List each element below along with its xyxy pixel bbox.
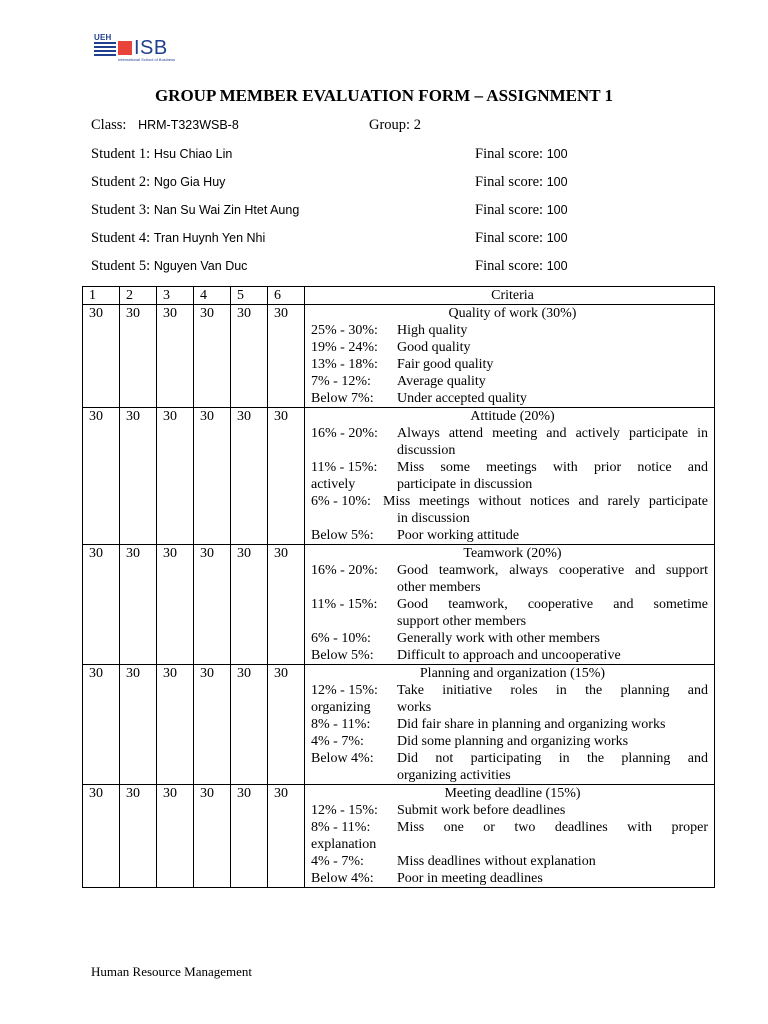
criteria-band xyxy=(311,819,714,836)
band-description-wrap: participate in discussion xyxy=(397,477,533,492)
criteria-band xyxy=(311,716,714,733)
criteria-title: Teamwork (20%) xyxy=(463,546,562,561)
band-description: Under accepted quality xyxy=(397,391,527,406)
score-value: 100 xyxy=(546,147,568,161)
student-label: Student 3: xyxy=(91,202,151,218)
criteria-cell xyxy=(305,665,715,785)
student-row xyxy=(91,230,265,247)
table-row xyxy=(83,785,715,888)
student-label: Student 5: xyxy=(91,258,151,274)
criteria-title: Planning and organization (15%) xyxy=(419,666,606,681)
group-value: 2 xyxy=(413,117,421,133)
class-label: Class: xyxy=(91,117,127,133)
score-cell: 30 xyxy=(268,305,305,408)
criteria-band xyxy=(311,682,714,699)
criteria-band xyxy=(311,425,714,442)
isb-logo-subtitle: International School of Business xyxy=(118,57,176,62)
score-cell: 30 xyxy=(120,545,157,665)
band-description: Poor working attitude xyxy=(397,528,520,543)
student-name: Nguyen Van Duc xyxy=(153,259,248,273)
student-row xyxy=(91,258,247,275)
band-range: 11% - 15%: xyxy=(311,597,378,612)
band-range: 19% - 24%: xyxy=(311,340,378,355)
score-cell: 30 xyxy=(231,545,268,665)
form-title: GROUP MEMBER EVALUATION FORM – ASSIGNMENT 1 xyxy=(154,86,614,105)
band-description: Did fair share in planning and organizing works xyxy=(397,717,666,732)
criteria-title: Meeting deadline (15%) xyxy=(444,786,581,801)
band-description-wrap: in discussion xyxy=(397,511,470,526)
criteria-band xyxy=(311,322,714,339)
score-cell: 30 xyxy=(120,408,157,545)
student-score xyxy=(475,174,568,191)
ueh-logo-lines xyxy=(94,42,116,58)
group-label: Group: xyxy=(369,117,411,133)
band-description: Submit work before deadlines xyxy=(397,803,566,818)
student-score xyxy=(475,202,568,219)
score-cell: 30 xyxy=(83,785,120,888)
band-description: Miss one or two deadlines with proper xyxy=(397,820,708,835)
student-label: Student 2: xyxy=(91,174,151,190)
criteria-band xyxy=(311,870,714,887)
class-line xyxy=(91,117,239,134)
band-range: Below 5%: xyxy=(311,528,374,543)
score-cell: 30 xyxy=(157,545,194,665)
score-cell: 30 xyxy=(268,545,305,665)
band-range: 8% - 11%: xyxy=(311,717,371,732)
score-cell: 30 xyxy=(194,305,231,408)
score-value: 100 xyxy=(546,203,568,217)
band-range: 8% - 11%: xyxy=(311,820,371,835)
score-value: 100 xyxy=(546,259,568,273)
score-cell: 30 xyxy=(268,408,305,545)
band-description: Good teamwork, cooperative and sometime xyxy=(397,597,708,612)
group-line xyxy=(369,117,421,134)
band-range: 16% - 20%: xyxy=(311,563,378,578)
score-cell: 30 xyxy=(194,408,231,545)
score-cell: 30 xyxy=(194,785,231,888)
band-range: 6% - 10%: xyxy=(311,631,371,646)
criteria-band xyxy=(311,459,714,476)
criteria-band xyxy=(311,373,714,390)
evaluation-table xyxy=(82,286,715,888)
score-value: 100 xyxy=(546,175,568,189)
criteria-band xyxy=(311,750,714,767)
band-range: Below 7%: xyxy=(311,391,374,406)
band-description: Good quality xyxy=(397,340,471,355)
score-value: 100 xyxy=(546,231,568,245)
footer-text: Human Resource Management xyxy=(91,964,253,979)
criteria-title: Quality of work (30%) xyxy=(448,306,577,321)
score-cell: 30 xyxy=(157,665,194,785)
score-label: Final score: xyxy=(475,202,544,218)
score-cell: 30 xyxy=(231,785,268,888)
header-member-1: 1 xyxy=(83,287,120,305)
band-description: Poor in meeting deadlines xyxy=(397,871,543,886)
student-label: Student 1: xyxy=(91,146,151,162)
score-cell: 30 xyxy=(231,305,268,408)
score-cell: 30 xyxy=(120,785,157,888)
band-range: Below 4%: xyxy=(311,871,374,886)
score-cell: 30 xyxy=(194,665,231,785)
isb-logo-square xyxy=(118,41,132,55)
header-member-6: 6 xyxy=(268,287,305,305)
band-description: High quality xyxy=(397,323,468,338)
score-label: Final score: xyxy=(475,230,544,246)
band-description-wrap: support other members xyxy=(397,614,527,629)
criteria-band xyxy=(311,596,714,613)
criteria-band xyxy=(311,733,714,750)
student-name: Ngo Gia Huy xyxy=(153,175,226,189)
band-description: Fair good quality xyxy=(397,357,494,372)
criteria-band-continuation xyxy=(311,476,714,493)
band-description: Good teamwork, always cooperative and support xyxy=(397,563,708,578)
student-score xyxy=(475,146,568,163)
header-member-4: 4 xyxy=(194,287,231,305)
student-score xyxy=(475,258,568,275)
criteria-band xyxy=(311,630,714,647)
score-cell: 30 xyxy=(83,305,120,408)
criteria-band xyxy=(311,527,714,544)
band-range-wrap: organizing xyxy=(311,700,371,715)
score-cell: 30 xyxy=(120,305,157,408)
band-range: 4% - 7%: xyxy=(311,734,364,749)
ueh-logo-text: UEH xyxy=(94,33,112,42)
band-range: 13% - 18%: xyxy=(311,357,378,372)
criteria-band xyxy=(311,802,714,819)
criteria-band xyxy=(311,390,714,407)
criteria-band xyxy=(311,356,714,373)
student-score xyxy=(475,230,568,247)
student-row xyxy=(91,146,232,163)
band-description: Miss some meetings with prior notice and xyxy=(397,460,708,475)
table-row xyxy=(83,665,715,785)
score-cell: 30 xyxy=(157,785,194,888)
band-description-wrap: discussion xyxy=(397,443,456,458)
band-description: Did not participating in the planning and xyxy=(397,751,708,766)
criteria-cell xyxy=(305,545,715,665)
criteria-band xyxy=(311,339,714,356)
criteria-band xyxy=(311,647,714,664)
student-label: Student 4: xyxy=(91,230,151,246)
band-description: Difficult to approach and uncooperative xyxy=(397,648,621,663)
table-row xyxy=(83,408,715,545)
band-range: 7% - 12%: xyxy=(311,374,371,389)
criteria-band xyxy=(311,562,714,579)
band-description: Did some planning and organizing works xyxy=(397,734,629,749)
student-name: Nan Su Wai Zin Htet Aung xyxy=(153,203,300,217)
criteria-cell xyxy=(305,305,715,408)
criteria-band-continuation xyxy=(311,836,714,853)
criteria-band-continuation xyxy=(311,699,714,716)
band-description: Miss deadlines without explanation xyxy=(397,854,596,869)
student-row xyxy=(91,202,299,219)
band-range: Below 4%: xyxy=(311,751,374,766)
score-label: Final score: xyxy=(475,146,544,162)
header-member-2: 2 xyxy=(120,287,157,305)
band-description: Miss meetings without notices and rarely participate xyxy=(383,494,708,509)
band-range: 16% - 20%: xyxy=(311,426,378,441)
table-row xyxy=(83,545,715,665)
band-range: 6% - 10%: xyxy=(311,494,371,509)
band-range: 12% - 15%: xyxy=(311,803,378,818)
score-label: Final score: xyxy=(475,174,544,190)
header-member-5: 5 xyxy=(231,287,268,305)
header-member-3: 3 xyxy=(157,287,194,305)
band-range: Below 5%: xyxy=(311,648,374,663)
band-range-wrap: explanation xyxy=(311,837,377,852)
score-cell: 30 xyxy=(83,665,120,785)
band-description-wrap: organizing activities xyxy=(397,768,511,783)
band-range: 4% - 7%: xyxy=(311,854,364,869)
student-name: Tran Huynh Yen Nhi xyxy=(153,231,266,245)
header-criteria: Criteria xyxy=(305,287,715,305)
table-row xyxy=(83,305,715,408)
isb-logo-text: ISB xyxy=(134,37,168,59)
criteria-band xyxy=(311,853,714,870)
band-range: 12% - 15%: xyxy=(311,683,378,698)
score-cell: 30 xyxy=(157,305,194,408)
band-range: 11% - 15%: xyxy=(311,460,378,475)
score-cell: 30 xyxy=(120,665,157,785)
band-range-wrap: actively xyxy=(311,477,356,492)
student-name: Hsu Chiao Lin xyxy=(153,147,233,161)
score-cell: 30 xyxy=(268,665,305,785)
criteria-cell xyxy=(305,408,715,545)
table-header-row xyxy=(83,287,715,305)
score-cell: 30 xyxy=(268,785,305,888)
score-cell: 30 xyxy=(83,408,120,545)
band-description: Average quality xyxy=(397,374,486,389)
band-description-wrap: works xyxy=(397,700,432,715)
band-description: Always attend meeting and actively participate in xyxy=(397,426,708,441)
band-description: Generally work with other members xyxy=(397,631,600,646)
band-description-wrap: other members xyxy=(397,580,481,595)
criteria-band xyxy=(311,493,714,510)
score-label: Final score: xyxy=(475,258,544,274)
criteria-title: Attitude (20%) xyxy=(470,409,555,424)
score-cell: 30 xyxy=(231,665,268,785)
class-value: HRM-T323WSB-8 xyxy=(138,118,239,132)
score-cell: 30 xyxy=(157,408,194,545)
score-cell: 30 xyxy=(231,408,268,545)
score-cell: 30 xyxy=(83,545,120,665)
criteria-cell xyxy=(305,785,715,888)
band-description-wrap xyxy=(397,836,714,853)
band-range: 25% - 30%: xyxy=(311,323,378,338)
student-row xyxy=(91,174,225,191)
score-cell: 30 xyxy=(194,545,231,665)
band-description: Take initiative roles in the planning and xyxy=(397,683,708,698)
